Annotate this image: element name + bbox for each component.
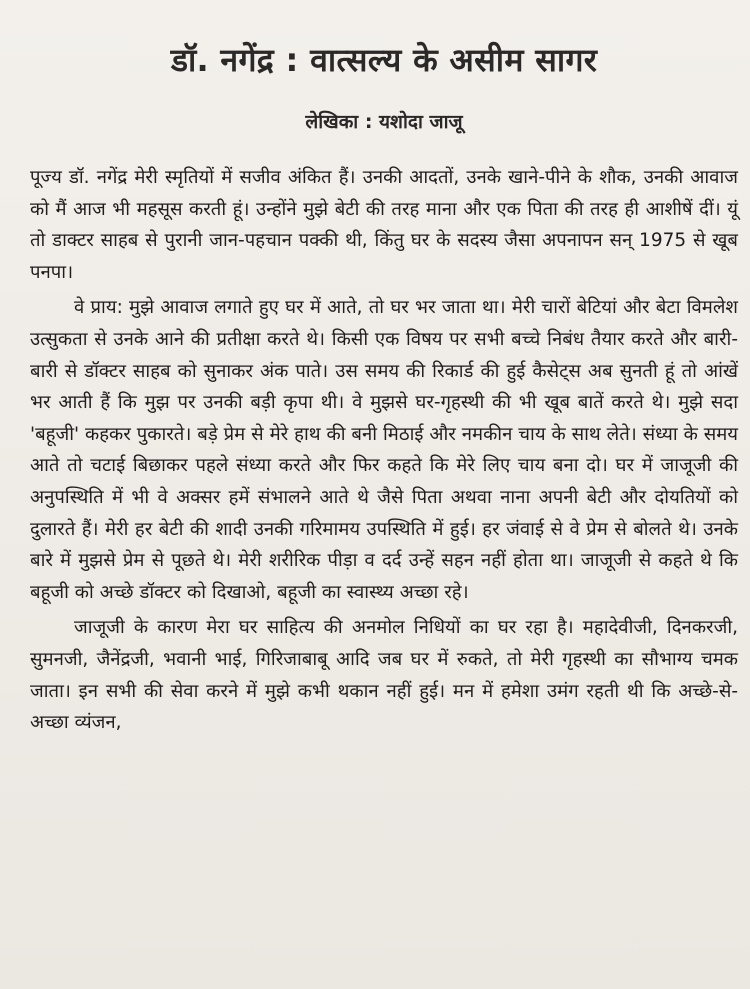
paragraph-1: पूज्य डॉ. नगेंद्र मेरी स्मृतियों में सजीव अंकित हैं। उनकी आदतों, उनके खाने-पीने के शौक, उनकी आवाज को मैं आज भी महसूस करती हूं। उन्होंने मुझे बेटी की तरह माना और एक पिता की तरह ही आशीषें दीं। यूं तो डाक्टर साहब से पुरानी जान-पहचान पक्की थी, किंतु घर के सदस्य जैसा अपनापन सन् 1975 से खूब पनपा।: [30, 167, 738, 283]
paragraph-2: वे प्राय: मुझे आवाज लगाते हुए घर में आते, तो घर भर जाता था। मेरी चारों बेटियां और बेटा विमलेश उत्सुकता से उनके आने की प्रतीक्षा करते थे। किसी एक विषय पर सभी बच्चे निबंध तैयार करते और बारी-बारी से डॉक्टर साहब को सुनाकर अंक पाते। उस समय की रिकार्ड की हुई कैसेट्स अब सुनती हूं तो आंखें भर आती हैं कि मुझ पर उनकी बड़ी कृपा थी। वे मुझसे घर-गृहस्थी की भी खूब बातें करते थे। मुझे सदा 'बहूजी' कहकर पुकारते। बड़े प्रेम से मेरे हाथ की बनी मिठाई और नमकीन चाय के साथ लेते। संध्या के समय आते तो चटाई बिछाकर पहले संध्या करते और फिर कहते कि मेरे लिए चाय बना दो। घर में जाजूजी की अनुपस्थिति में भी वे अक्सर हमें संभालने आते थे जैसे पिता अथवा नाना अपनी बेटी और दोयतियों को दुलारते हैं। मेरी हर बेटी की शादी उनकी गरिमामय उपस्थिति में हुई। हर जंवाई से वे प्रेम से बोलते थे। उनके बारे में मुझसे प्रेम से पूछते थे। मेरी शरीरिक पीड़ा व दर्द उन्हें सहन नहीं होता था। जाजूजी से कहते थे कि बहूजी को अच्छे डॉक्टर को दिखाओ, बहूजी का स्वास्थ्य अच्छा रहे।: [30, 297, 738, 603]
article-title: डॉ. नगेंद्र : वात्सल्य के असीम सागर: [170, 41, 598, 79]
article-body: [30, 162, 738, 739]
paragraph-3: जाजूजी के कारण मेरा घर साहित्य की अनमोल निधियों का घर रहा है। महादेवीजी, दिनकरजी, सुमनजी, जैनेंद्रजी, भवानी भाई, गिरिजाबाबू आदि जब घर में रुकते, तो मेरी गृहस्थी का सौभाग्य चमक जाता। इन सभी की सेवा करने में मुझे कभी थकान नहीं हुई। मन में हमेशा उमंग रहती थी कि अच्छे-से-अच्छा व्यंजन,: [30, 617, 738, 734]
author-line: लेखिका : यशोदा जाजू: [305, 111, 463, 133]
